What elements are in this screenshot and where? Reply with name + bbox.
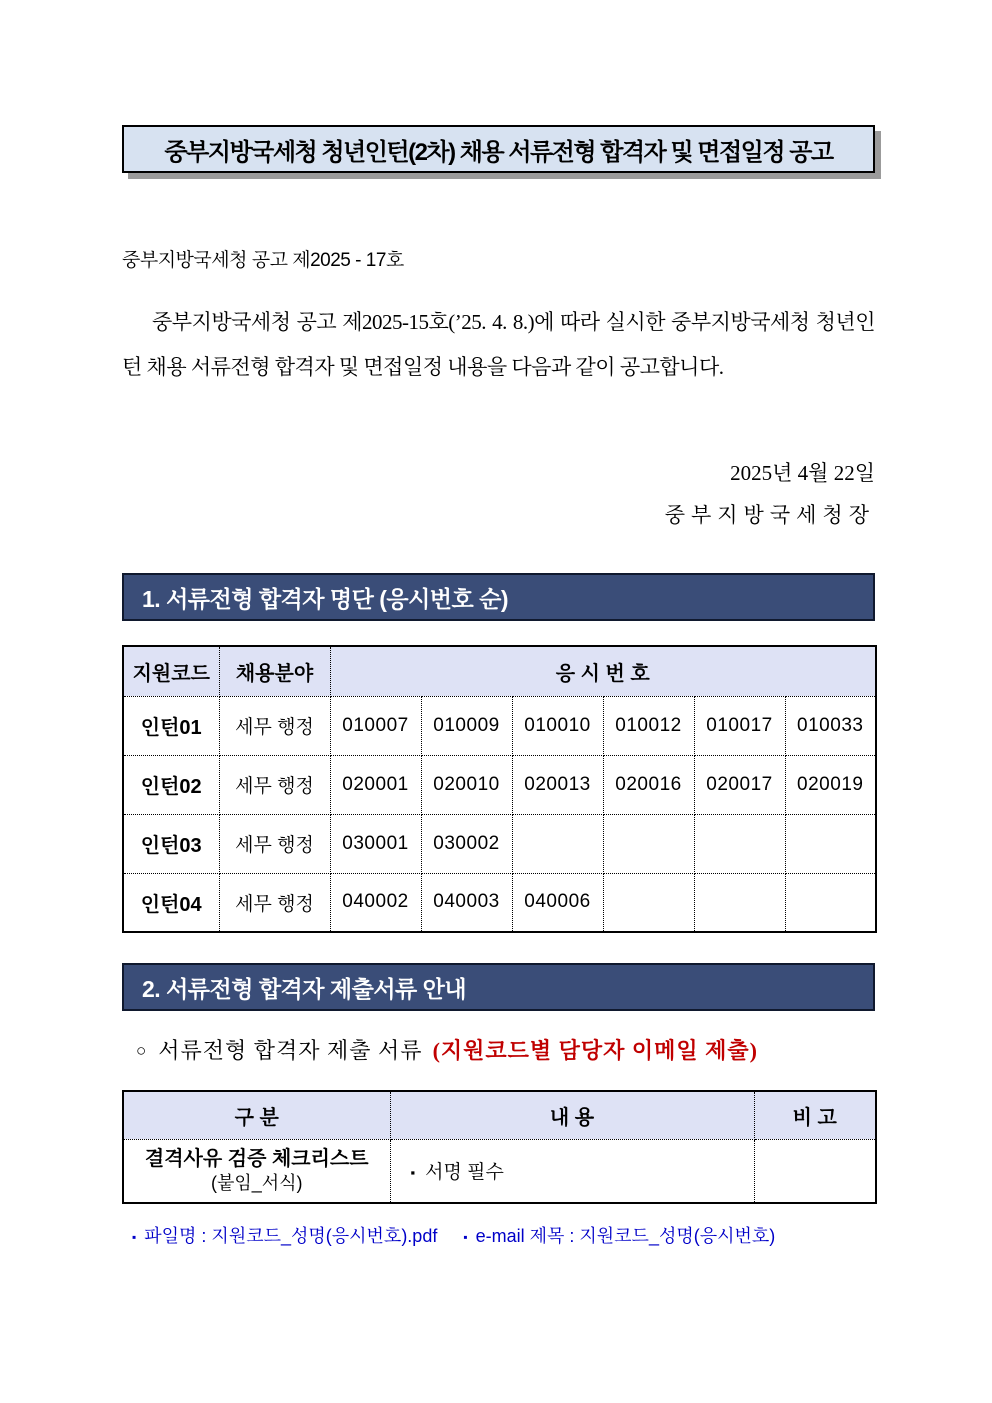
exam-number-cell: 010033 <box>785 696 876 755</box>
square-bullet-icon: ▪ <box>410 1165 416 1181</box>
section2-heading: 2. 서류전형 합격자 제출서류 안내 <box>122 963 875 1011</box>
column-header-note: 비 고 <box>754 1091 876 1139</box>
category-sub-text: (붙임_서식) <box>210 1173 303 1194</box>
exam-number-cell: 020016 <box>603 755 694 814</box>
submit-docs-emphasis: (지원코드별 담당자 이메일 제출) <box>432 1038 758 1063</box>
exam-number-cell: 040002 <box>330 873 421 932</box>
submit-docs-line <box>122 1034 875 1065</box>
exam-number-cell <box>603 814 694 873</box>
exam-number-cell: 030002 <box>421 814 512 873</box>
column-header-field: 채용분야 <box>219 646 330 696</box>
exam-number-cell: 020001 <box>330 755 421 814</box>
table-header-row <box>123 1091 876 1139</box>
footnote-line <box>122 1222 875 1248</box>
applicant-code-cell: 인턴02 <box>123 755 219 814</box>
note-cell <box>754 1139 876 1203</box>
footnote-email-subject <box>463 1222 775 1248</box>
category-cell <box>123 1139 390 1203</box>
exam-number-cell: 010012 <box>603 696 694 755</box>
exam-number-cell <box>512 814 603 873</box>
table-header-row <box>123 646 876 696</box>
notice-number: 중부지방국세청 공고 제2025 - 17호 <box>122 250 404 271</box>
exam-number-cell: 040006 <box>512 873 603 932</box>
exam-number-cell <box>785 814 876 873</box>
exam-number-cell: 010007 <box>330 696 421 755</box>
section1-heading: 1. 서류전형 합격자 명단 (응시번호 순) <box>122 573 875 621</box>
pass-list-table <box>122 645 877 933</box>
document-title: 중부지방국세청 청년인턴(2차) 채용 서류전형 합격자 및 면접일정 공고 <box>164 138 833 166</box>
field-cell: 세무 행정 <box>219 696 330 755</box>
submit-docs-label: 서류전형 합격자 제출 서류 <box>158 1038 423 1063</box>
exam-number-cell <box>694 814 785 873</box>
applicant-code-cell: 인턴03 <box>123 814 219 873</box>
table-row <box>123 1139 876 1203</box>
footnote-filename-text: 파일명 : 지원코드_성명(응시번호).pdf <box>144 1226 438 1246</box>
footnote-filename <box>132 1222 437 1248</box>
content-text: 서명 필수 <box>425 1162 504 1184</box>
exam-number-cell: 020010 <box>421 755 512 814</box>
category-main-text: 결격사유 검증 체크리스트 <box>144 1148 369 1171</box>
documents-table-wrap <box>122 1090 875 1204</box>
exam-number-cell <box>603 873 694 932</box>
field-cell: 세무 행정 <box>219 755 330 814</box>
exam-number-cell: 010010 <box>512 696 603 755</box>
column-header-content: 내 용 <box>390 1091 754 1139</box>
field-cell: 세무 행정 <box>219 814 330 873</box>
exam-number-cell <box>785 873 876 932</box>
announcement-date: 2025년 4월 22일 <box>730 461 875 485</box>
column-header-category: 구 분 <box>123 1091 390 1139</box>
exam-number-cell <box>694 873 785 932</box>
square-bullet-icon: ▪ <box>463 1230 468 1244</box>
exam-number-cell: 020013 <box>512 755 603 814</box>
exam-number-cell: 020019 <box>785 755 876 814</box>
exam-number-cell: 010017 <box>694 696 785 755</box>
exam-number-cell: 040003 <box>421 873 512 932</box>
exam-number-cell: 030001 <box>330 814 421 873</box>
exam-number-cell: 020017 <box>694 755 785 814</box>
document-title-box <box>122 125 875 173</box>
exam-number-cell: 010009 <box>421 696 512 755</box>
content-cell <box>390 1139 754 1203</box>
applicant-code-cell: 인턴01 <box>123 696 219 755</box>
table-row <box>123 755 876 814</box>
sign-block <box>122 452 875 536</box>
footnote-email-subject-text: e-mail 제목 : 지원코드_성명(응시번호) <box>475 1226 776 1246</box>
column-header-code: 지원코드 <box>123 646 219 696</box>
table-row <box>123 873 876 932</box>
signer-name: 중부지방국세청장 <box>664 503 875 527</box>
column-header-exam-numbers: 응 시 번 호 <box>330 646 876 696</box>
pass-list-table-wrap <box>122 645 875 933</box>
field-cell: 세무 행정 <box>219 873 330 932</box>
circle-bullet-icon: ○ <box>136 1041 147 1060</box>
body-paragraph: 중부지방국세청 공고 제2025-15호(’25. 4. 8.)에 따라 실시한 중부지방국세청 청년인턴 채용 서류전형 합격자 및 면접일정 내용을 다음과 같이 공고합니다. <box>122 310 875 379</box>
table-row <box>123 814 876 873</box>
square-bullet-icon: ▪ <box>132 1230 137 1244</box>
table-row <box>123 696 876 755</box>
documents-table <box>122 1090 877 1204</box>
applicant-code-cell: 인턴04 <box>123 873 219 932</box>
